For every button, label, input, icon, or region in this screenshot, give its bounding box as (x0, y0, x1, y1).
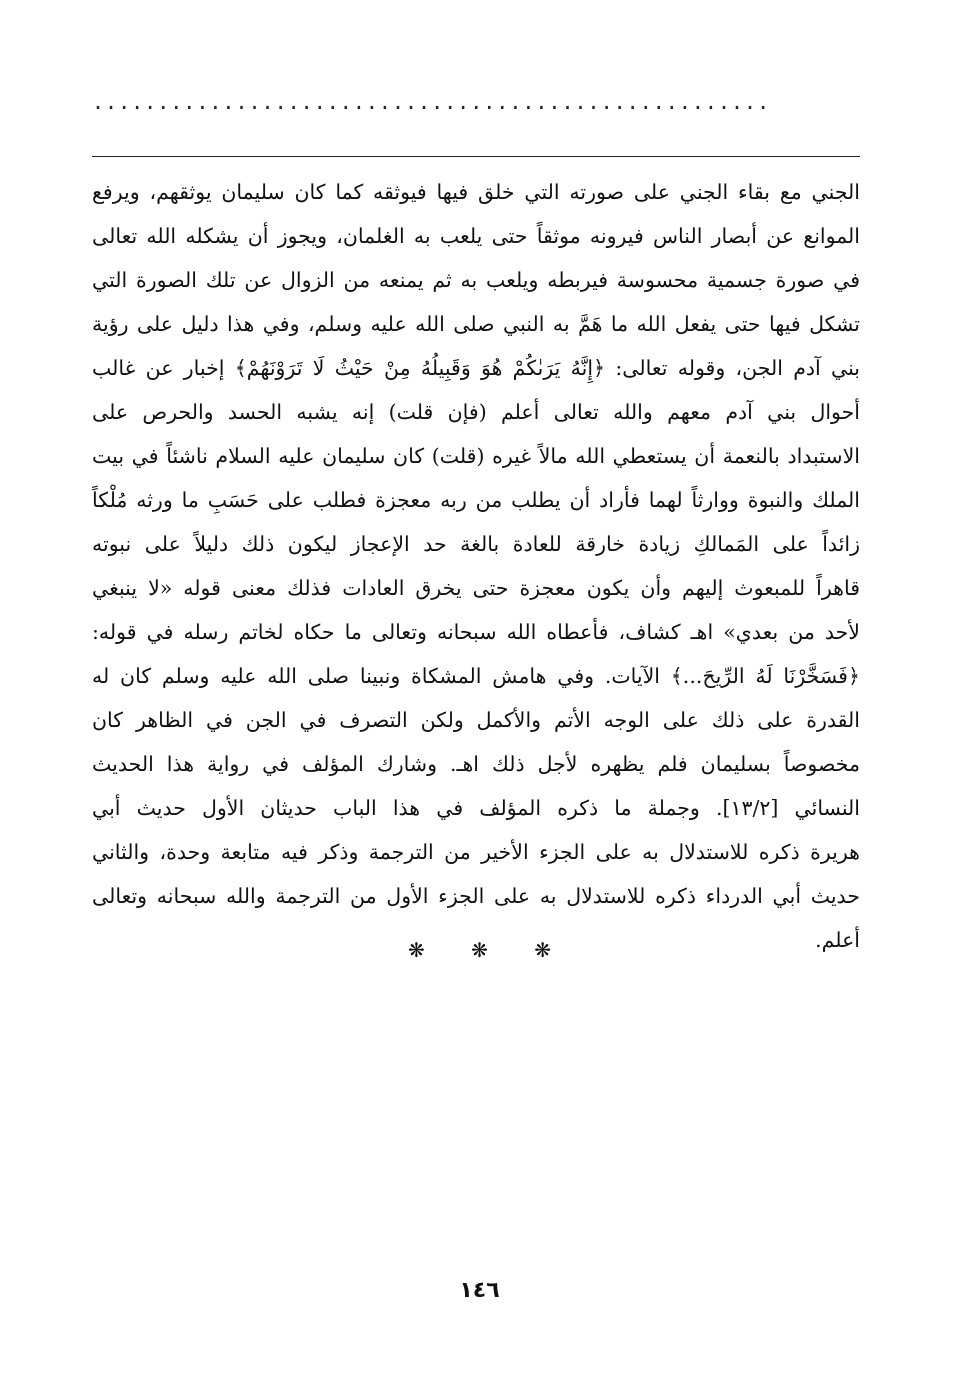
text-line-7: الاستبداد بالنعمة أن يستعطي الله مالاً غيره (قلت) كان سليمان عليه السلام ناشئاً في بيت (92, 444, 860, 468)
text-line-15: النسائي [١٣/٢]. وجملة ما ذكره المؤلف في هذا الباب حديثان الأول حديث أبي (92, 796, 860, 820)
star-ornament-icon: ❋ (471, 938, 488, 962)
text-line-9: زائداً على المَمالكِ زيادة خارقة للعادة بالغة حد الإعجاز ليكون ذلك دليلاً على نبوته (92, 532, 860, 556)
star-ornament-icon: ❋ (534, 938, 551, 962)
text-line-2: الموانع عن أبصار الناس فيرونه موثقاً حتى يلعب به الغلمان، ويجوز أن يشكله الله تعالى (92, 224, 860, 248)
section-separator (0, 938, 959, 962)
star-ornament-icon: ❋ (407, 938, 425, 962)
header-dotted-line: .................................................... (92, 92, 771, 112)
text-line-10: قاهراً للمبعوث إليهم وأن يكون معجزة حتى يخرق العادات فذلك معنى قوله «لا ينبغي (92, 576, 860, 600)
text-line-5: بني آدم الجن، وقوله تعالى: ﴿إِنَّهُ يَرَىٰكُمْ هُوَ وَقَبِيلُهُ مِنْ حَيْثُ لَا تَرَوْنَهُمْ﴾ إخبار عن غالب (92, 356, 860, 380)
text-line-16: هريرة ذكره للاستدلال به على الجزء الأخير من الترجمة وذكر فيه متابعة وحدة، والثاني (92, 840, 860, 864)
text-line-17: حديث أبي الدرداء ذكره للاستدلال به على الجزء الأول من الترجمة والله سبحانه وتعالى (92, 884, 860, 908)
text-line-3: في صورة جسمية محسوسة فيربطه ويلعب به ثم يمنعه من الزوال عن تلك الصورة التي (92, 268, 860, 292)
text-line-4: تشكل فيها حتى يفعل الله ما هَمَّ به النبي صلى الله عليه وسلم، وفي هذا دليل على رؤية (92, 312, 860, 336)
commentary-text (92, 170, 860, 962)
text-line-18: أعلم. (815, 928, 860, 952)
text-line-8: الملك والنبوة ووارثاً لهما فأراد أن يطلب من ربه معجزة فطلب على حَسَبِ ما ورثه مُلْكاً (92, 488, 860, 512)
text-line-14: مخصوصاً بسليمان فلم يظهره لأجل ذلك اهـ. وشارك المؤلف في رواية هذا الحديث (92, 752, 860, 776)
text-line-13: القدرة على ذلك على الوجه الأتم والأكمل ولكن التصرف في الجن في الظاهر كان (92, 708, 860, 732)
header-rule (92, 156, 860, 157)
text-line-12: ﴿فَسَخَّرْنَا لَهُ الرِّيحَ...﴾ الآيات. وفي هامش المشكاة ونبينا صلى الله عليه وسلم كان له (92, 664, 860, 688)
text-line-1: الجني مع بقاء الجني على صورته التي خلق فيها فيوثقه كما كان سليمان يوثقهم، ويرفع (92, 180, 860, 204)
page-number: ١٤٦ (459, 1278, 500, 1303)
text-line-6: أحوال بني آدم معهم والله تعالى أعلم (فإن قلت) إنه يشبه الحسد والحرص على (92, 400, 860, 424)
text-line-11: لأحد من بعدي» اهـ كشاف، فأعطاه الله سبحانه وتعالى ما حكاه لخاتم رسله في قوله: (92, 620, 860, 644)
